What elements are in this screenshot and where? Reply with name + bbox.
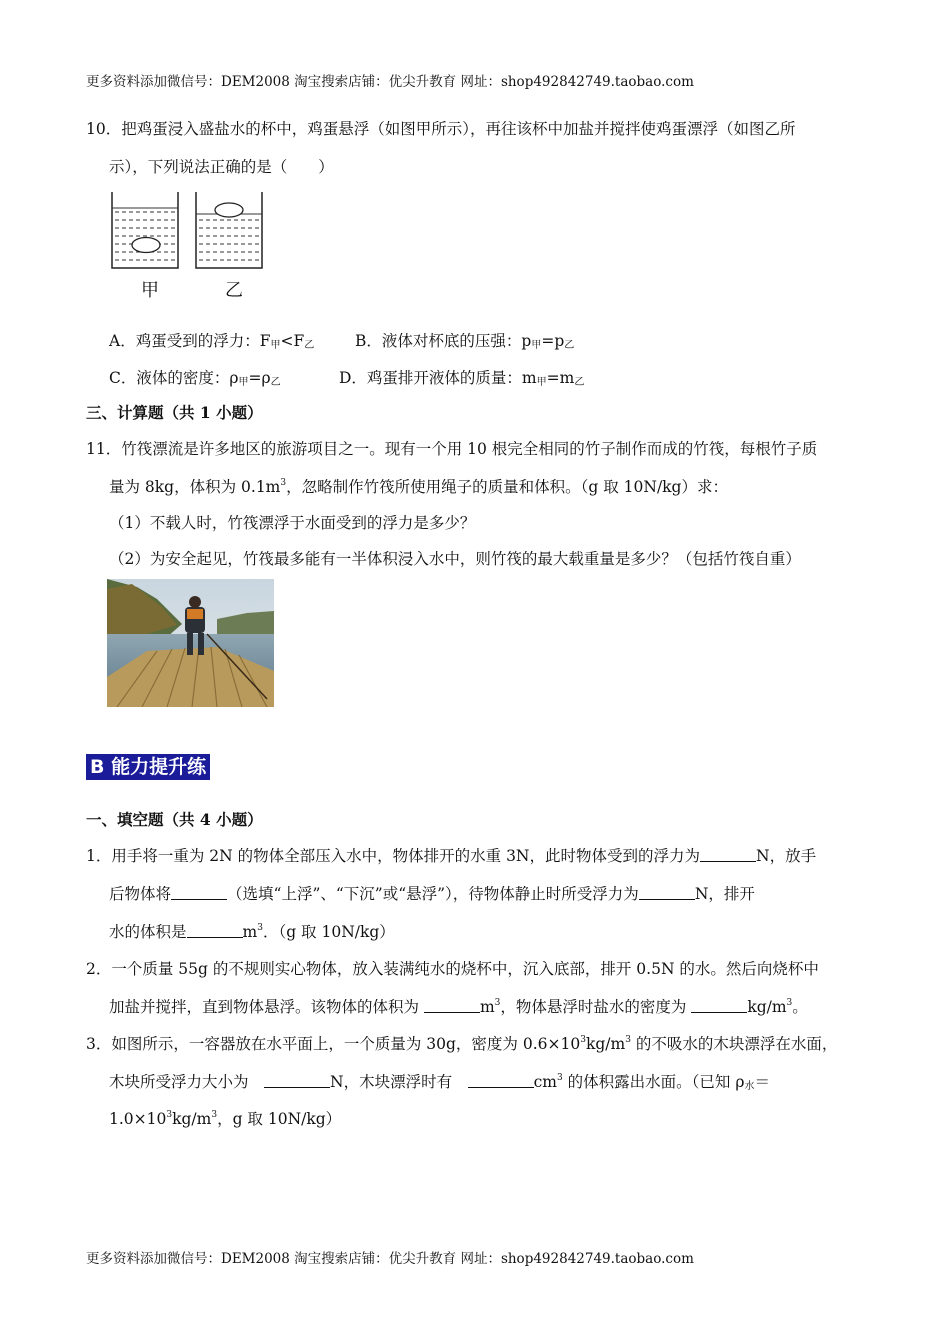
figure-label-jia: 甲 (141, 280, 159, 301)
beaker-figure (106, 188, 271, 278)
q3-blank-2[interactable] (468, 1073, 534, 1088)
q10-option-c: C．液体的密度：$\rho_甲=\rho_乙$ (109, 369, 281, 388)
q1-blank-2[interactable] (171, 885, 227, 900)
q3-line3: $1.0\times 10^3kg/m^3$，g 取 10N/kg） (109, 1110, 342, 1128)
bamboo-raft-photo (107, 579, 274, 707)
section-heading-fill: 一、填空题（共 4 小题） (86, 810, 263, 829)
q10-option-d: D．鸡蛋排开液体的质量：$m_甲=m_乙$ (339, 369, 585, 388)
q1-blank-4[interactable] (187, 923, 243, 938)
q2-blank-2[interactable] (691, 998, 747, 1013)
q10-option-b: B．液体对杯底的压强：$p_甲=p_乙$ (355, 332, 575, 351)
q1-line3: 水的体积是 $m^3$．（g 取 10N/kg） (109, 923, 395, 941)
q10-option-a: A．鸡蛋受到的浮力：$F_甲<F_乙$ (109, 332, 315, 351)
q2-line1: 2．一个质量 55g 的不规则实心物体，放入装满纯水的烧杯中，沉入底部，排开 0.5N 的水。然后向烧杯中 (86, 960, 819, 978)
section-heading-calc: 三、计算题（共 1 小题） (86, 403, 263, 422)
q10-line2: 示），下列说法正确的是（ ） (109, 158, 334, 176)
page-footer: 更多资料添加微信号：DEM2008 淘宝搜索店铺：优尖升教育 网址：shop492842749.taobao.com (86, 1251, 694, 1267)
q11-line2: 量为 8kg，体积为 $0.1m^3$，忽略制作竹筏所使用绳子的质量和体积。（g 取 10N/kg）求： (109, 478, 728, 496)
q1-line1: 1．用手将一重为 2N 的物体全部压入水中，物体排开的水重 3N，此时物体受到的浮力为 N，放手 (86, 847, 817, 865)
q11-sub1: （1）不载人时，竹筏漂浮于水面受到的浮力是多少？ (109, 514, 476, 532)
q1-line2: 后物体将 （选填“上浮”、“下沉”或“悬浮”），待物体静止时所受浮力为 N，排开 (109, 885, 755, 903)
q3-line2: 木块所受浮力大小为 N，木块漂浮时有 $cm^3$ 的体积露出水面。（已知 $\rho_水=$ (109, 1073, 770, 1092)
q2-blank-1[interactable] (424, 998, 480, 1013)
q1-blank-3[interactable] (639, 885, 695, 900)
beaker-jia (112, 192, 178, 268)
q10-line1: 10．把鸡蛋浸入盛盐水的杯中，鸡蛋悬浮（如图甲所示），再往该杯中加盐并搅拌使鸡蛋漂浮（如图乙所 (86, 120, 796, 138)
page-header: 更多资料添加微信号：DEM2008 淘宝搜索店铺：优尖升教育 网址：shop492842749.taobao.com (86, 74, 694, 90)
q1-blank-1[interactable] (700, 847, 756, 862)
section-band-heading: B 能力提升练 (86, 754, 210, 780)
egg-yi (215, 203, 243, 217)
q2-line2: 加盐并搅拌，直到物体悬浮。该物体的体积为 $m^3$，物体悬浮时盐水的密度为 $kg/m^3$。 (109, 998, 808, 1016)
q11-sub2: （2）为安全起见，竹筏最多能有一半体积浸入水中，则竹筏的最大载重量是多少？（包括竹筏自重） (109, 550, 801, 568)
q3-line1: 3．如图所示，一容器放在水平面上，一个质量为 30g，密度为 $0.6\times 10^3kg/m^3$ 的不吸水的木块漂浮在水面， (86, 1035, 838, 1053)
egg-jia (132, 238, 160, 253)
beaker-yi (196, 192, 262, 268)
figure-label-yi: 乙 (225, 280, 243, 301)
q11-line1: 11．竹筏漂流是许多地区的旅游项目之一。现有一个用 10 根完全相同的竹子制作而成的竹筏，每根竹子质 (86, 440, 818, 458)
q3-blank-1[interactable] (264, 1073, 330, 1088)
